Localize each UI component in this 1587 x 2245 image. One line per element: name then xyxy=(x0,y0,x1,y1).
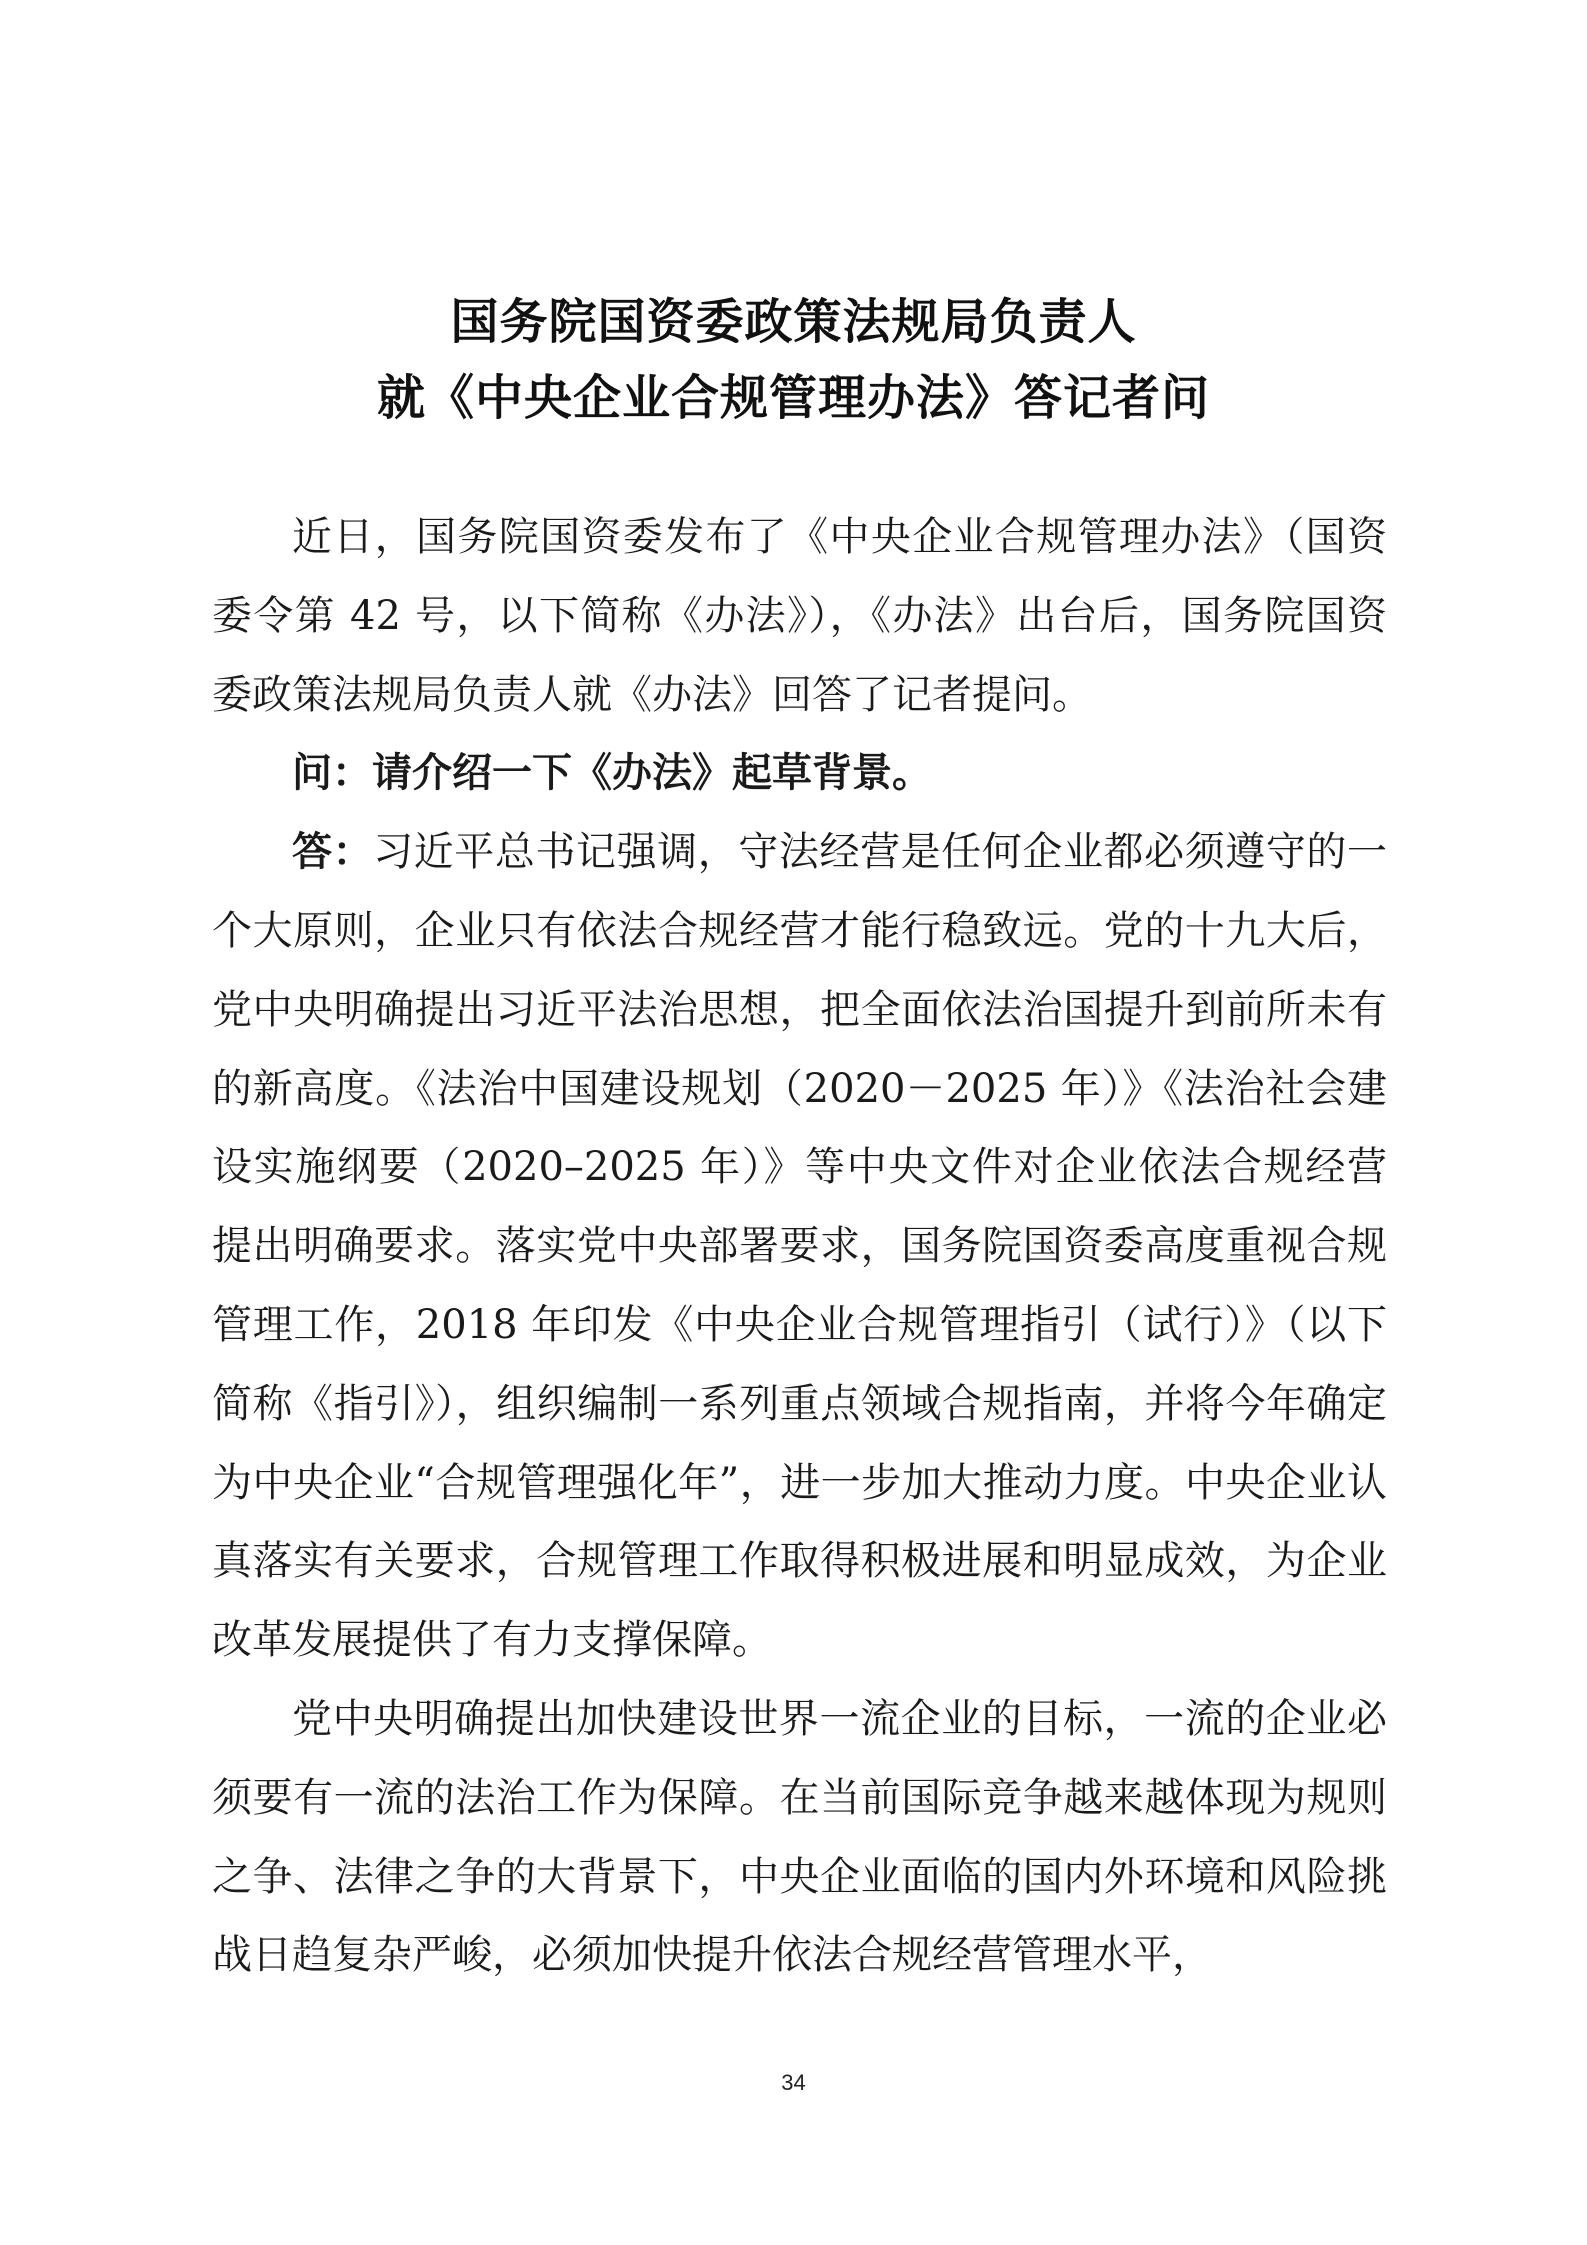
document-title-line-2: 就《中央企业合规管理办法》答记者问 xyxy=(376,370,1210,426)
document-title-line-1: 国务院国资委政策法规局负责人 xyxy=(450,294,1137,350)
answer-label: 答： xyxy=(292,829,374,876)
intro-paragraph: 近日，国务院国资委发布了《中央企业合规管理办法》（国资委令第 42 号，以下简称《办法》），《办法》出台后，国务院国资委政策法规局负责人就《办法》回答了记者提问。 xyxy=(212,514,1387,718)
answer-paragraph xyxy=(212,813,1387,1680)
question-label: 问： xyxy=(292,750,372,797)
question-text: 请介绍一下《办法》起草背景。 xyxy=(372,750,932,797)
answer-text: 习近平总书记强调，守法经营是任何企业都必须遵守的一个大原则，企业只有依法合规经营才能行稳致远。党的十九大后，党中央明确提出习近平法治思想，把全面依法治国提升到前所未有的新高度。《法治中国建设规划（2020－2025 年）》《法治社会建设实施纲要（2020–2025 年）》等中央文件对企业依法合规经营提出明确要求。落实党中央部署要求，国务院国资委高度重视合规管理工作，2018 年印发《中央企业合规管理指引（试行）》（以下简称《指引》），组织编制一系列重点领域合规指南，并将今年确定为中央企业“合规管理强化年”，进一步加大推动力度。中央企业认真落实有关要求，合规管理工作取得积极进展和明显成效，为企业改革发展提供了有力支撑保障。 xyxy=(212,829,1388,1664)
body-paragraph-3: 党中央明确提出加快建设世界一流企业的目标，一流的企业必须要有一流的法治工作为保障。在当前国际竞争越来越体现为规则之争、法律之争的大背景下，中央企业面临的国内外环境和风险挑战日趋复杂严峻，必须加快提升依法合规经营管理水平， xyxy=(212,1695,1387,1979)
question-paragraph xyxy=(212,734,1387,813)
page-number: 34 xyxy=(781,2070,806,2095)
document-body xyxy=(212,498,1387,1995)
